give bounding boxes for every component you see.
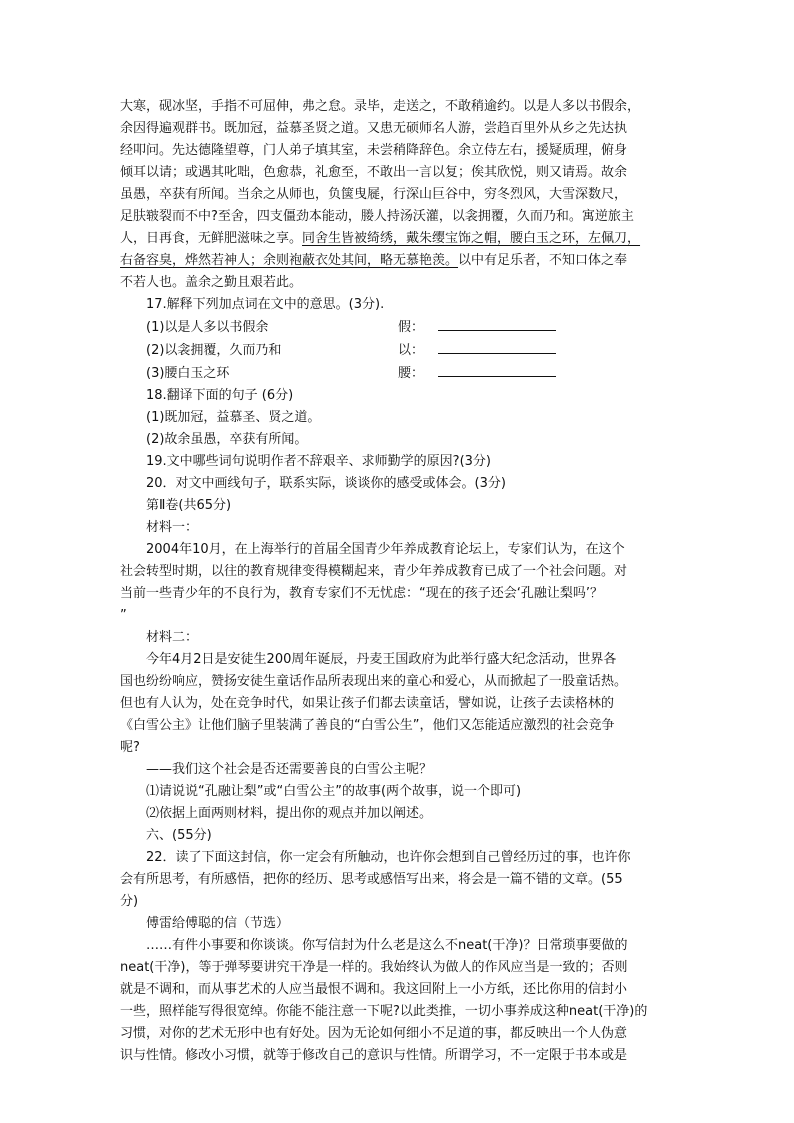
letter-line: 一些，照样能写得很宽绰。你能不能注意一下呢?以此类推，一切小事养成这种neat(干净)的: [120, 1004, 648, 1019]
material-2-line: 国也纷纷响应，赞扬安徒生童话作品所表现出来的童心和爱心，从而掀起了一股童话热。: [120, 674, 628, 689]
material-1-line: 2004年10月，在上海举行的首届全国青少年养成教育论坛上，专家们认为，在这个: [146, 542, 625, 557]
letter-line: ……有件小事要和你谈谈。你写信封为什么老是这么不neat(干净)？日常琐事要做的: [146, 938, 628, 953]
material-2-line: 今年4月2日是安徒生200周年诞辰，丹麦王国政府为此举行盛大纪念活动，世界各: [146, 652, 617, 667]
section-six-title: 六、(55分): [146, 828, 212, 843]
underlined-sentence: 同舍生皆被绮绣，戴朱缨宝饰之帽，腰白玉之环，左佩刀，: [302, 231, 641, 246]
q17-item-key: 以：: [398, 343, 425, 358]
question-18: 18.翻译下面的句子 (6分): [146, 388, 294, 403]
material-1-label: 材料一：: [146, 520, 199, 535]
q17-item-text: (3)腰白玉之环: [146, 366, 230, 381]
material-2-label: 材料二：: [146, 630, 199, 645]
q17-item-text: (2)以衾拥覆，久而乃和: [146, 343, 282, 358]
material-2-line: 呢?: [120, 740, 140, 755]
q17-item-text: (1)以是人多以书假余: [146, 320, 269, 335]
letter-line: 识与性情。修改小习惯，就等于修改自己的意识与性情。所谓学习，不一定限于书本或是: [120, 1048, 628, 1063]
question-21-2: ⑵依据上面两则材料，提出你的观点并加以阐述。: [146, 806, 433, 821]
question-17: 17.解释下列加点词在文中的意思。(3分).: [146, 297, 385, 312]
material-1-line: 当前一些青少年的不良行为，教育专家们不无忧虑：“现在的孩子还会‘孔融让梨吗’？: [120, 586, 604, 601]
passage-line: 不若人也。盖余之勤且艰若此。: [120, 275, 303, 290]
letter-line: 习惯，对你的艺术无形中也有好处。因为无论如何细小不足道的事，都反映出一个人伪意: [120, 1026, 628, 1041]
question-22-line: 会有所思考，有所感悟，把你的经历、思考或感悟写出来，将会是一篇不错的文章。(55: [120, 872, 623, 887]
question-18-2: (2)故余虽愚，卒获有所闻。: [146, 432, 308, 447]
passage-line: 经叩问。先达德隆望尊，门人弟子填其室，未尝稍降辞色。余立侍左右，援疑质理，俯身: [120, 143, 628, 158]
exam-page: [120, 96, 680, 1067]
letter-line: neat(干净)，等于弹琴要讲究干净是一样的。我始终认为做人的作风应当是一致的；否则: [120, 960, 628, 975]
question-22-line: 分): [120, 894, 139, 909]
passage-line: 大寒，砚冰坚，手指不可屈伸，弗之怠。录毕，走送之，不敢稍逾约。以是人多以书假余，: [120, 99, 641, 114]
question-21: ——我们这个社会是否还需要善良的白雪公主呢？: [146, 762, 433, 777]
passage-line: 余因得遍观群书。既加冠，益慕圣贤之道。又患无硕师名人游，尝趋百里外从乡之先达执: [120, 121, 628, 136]
q17-item-key: 腰：: [398, 366, 425, 381]
passage-line: [120, 228, 680, 250]
question-20: 20．对文中画线句子，联系实际，谈谈你的感受或体会。(3分): [146, 476, 506, 491]
underlined-sentence: 右备容臭，烨然若神人；余则袍蔽衣处其间，略无慕艳羡。: [120, 253, 459, 268]
answer-blank[interactable]: [438, 362, 556, 377]
passage-line: 虽愚，卒获有所闻。当余之从师也，负箧曳屣，行深山巨谷中，穷冬烈风，大雪深数尺，: [120, 187, 628, 202]
passage-text: 人，日再食，无鲜肥滋味之享。: [120, 231, 303, 246]
q17-item-3: [120, 362, 680, 385]
question-21-1: ⑴请说说“孔融让梨”或“白雪公主”的故事(两个故事，说一个即可): [146, 784, 522, 799]
passage-line: [120, 250, 680, 272]
material-2-line: 《白雪公主》让他们脑子里装满了善良的“白雪公生”，他们又怎能适应激烈的社会竞争: [120, 718, 615, 733]
answer-blank[interactable]: [438, 316, 556, 331]
material-2-line: 但也有人认为，处在竞争时代，如果让孩子们都去读童话，譬如说，让孩子去读格林的: [120, 696, 615, 711]
letter-line: 就是不调和，而从事艺术的人应当最恨不调和。我这回附上一小方纸，还比你用的信封小: [120, 982, 628, 997]
passage-line: 足肤皲裂而不中?至舍，四支僵劲本能动，媵人持汤沃灌，以衾拥覆，久而乃和。寓逆旅主: [120, 209, 634, 224]
q17-item-key: 假：: [398, 320, 425, 335]
part2-title: 第Ⅱ卷(共65分): [146, 498, 232, 513]
passage-line: 倾耳以请；或遇其叱咄，色愈恭，礼愈至，不敢出一言以复；俟其欣悦，则又请焉。故余: [120, 165, 628, 180]
q17-item-2: [120, 339, 680, 362]
answer-blank[interactable]: [438, 339, 556, 354]
material-1-line: 社会转型时期，以往的教育规律变得模糊起来，青少年养成教育已成了一个社会问题。对: [120, 564, 628, 579]
question-22: 22．读了下面这封信，你一定会有所触动，也许你会想到自己曾经历过的事，也许你: [146, 850, 631, 865]
passage-text: 以中有足乐者，不知口体之奉: [458, 253, 628, 268]
question-19: 19.文中哪些词句说明作者不辞艰辛、求师勤学的原因?(3分): [146, 454, 491, 469]
q17-item-1: [120, 316, 680, 339]
letter-title: 傅雷给傅聪的信（节选）: [146, 916, 290, 931]
question-18-1: (1)既加冠，益慕圣、贤之道。: [146, 410, 321, 425]
material-1-line: ”: [120, 608, 127, 623]
